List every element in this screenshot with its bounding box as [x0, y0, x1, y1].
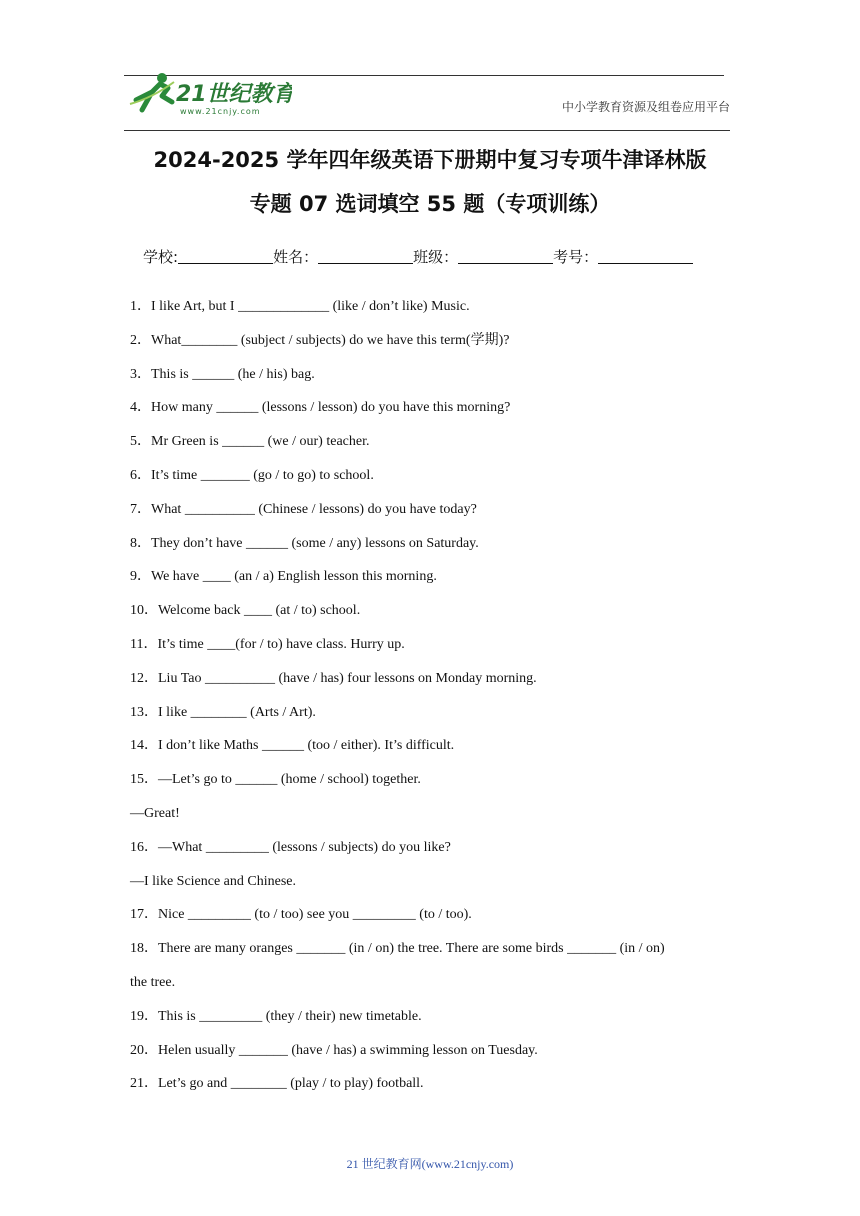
question-item: 10．Welcome back ____ (at / to) school. [130, 603, 361, 619]
site-logo [122, 70, 292, 120]
question-item: 4．How many ______ (lessons / lesson) do you have this morning? [130, 400, 511, 416]
number-label: 考号： [553, 248, 599, 266]
class-label: 班级： [413, 248, 459, 266]
question-item: 6．It’s time _______ (go / to go) to school. [130, 467, 374, 483]
name-blank[interactable] [318, 249, 413, 264]
question-item: 14．I don’t like Maths ______ (too / either). It’s difficult. [130, 738, 455, 754]
question-item: 18．There are many oranges _______ (in / on) the tree. There are some birds _______ (in / on) [130, 941, 665, 957]
svg-text:www.21cnjy.com: www.21cnjy.com [180, 107, 261, 116]
name-label: 姓名： [273, 248, 319, 266]
question-item: 20．Helen usually _______ (have / has) a swimming lesson on Tuesday. [130, 1042, 538, 1058]
question-item: 16．—What _________ (lessons / subjects) do you like? [130, 839, 451, 855]
answer-line: —Great! [130, 805, 180, 821]
platform-name: 中小学教育资源及组卷应用平台 [561, 100, 730, 114]
question-item: 12．Liu Tao __________ (have / has) four lessons on Monday morning. [130, 670, 537, 686]
worksheet-subtitle: 专题 07 选词填空 55 题（专项训练） [249, 192, 611, 216]
school-blank[interactable] [178, 249, 273, 264]
question-item: 15．—Let’s go to ______ (home / school) together. [130, 772, 421, 788]
question-item: 5．Mr Green is ______ (we / our) teacher. [130, 434, 370, 450]
answer-line: —I like Science and Chinese. [130, 873, 297, 889]
question-item: 8．They don’t have ______ (some / any) lessons on Saturday. [130, 535, 479, 551]
question-item: 1．I like Art, but I _____________ (like / don’t like) Music. [130, 299, 470, 314]
class-blank[interactable] [458, 249, 553, 264]
question-item: 3．This is ______ (he / his) bag. [130, 366, 315, 382]
question-item: 7．What __________ (Chinese / lessons) do you have today? [130, 501, 477, 517]
student-info-line [143, 246, 693, 267]
question-item: 11．It’s time ____(for / to) have class. Hurry up. [130, 636, 405, 652]
footer-link[interactable]: 21 世纪教育网(www.21cnjy.com) [346, 1157, 514, 1171]
question-item: 9．We have ____ (an / a) English lesson this morning. [130, 569, 437, 585]
question-list [130, 296, 730, 1107]
question-item: 19．This is _________ (they / their) new timetable. [130, 1008, 422, 1024]
school-label: 学校: [143, 248, 179, 266]
question-continuation: the tree. [130, 974, 176, 990]
question-item: 2．What________ (subject / subjects) do we have this term(学期)? [130, 332, 510, 348]
question-item: 17．Nice _________ (to / too) see you _________ (to / too). [130, 907, 472, 923]
number-blank[interactable] [598, 249, 693, 264]
svg-text:21世纪教育: 21世纪教育 [176, 82, 292, 107]
worksheet-title: 2024-2025 学年四年级英语下册期中复习专项牛津译林版 [153, 148, 707, 172]
header-rule-bottom [124, 130, 730, 131]
question-item: 21．Let’s go and ________ (play / to play) football. [130, 1076, 424, 1092]
question-item: 13．I like ________ (Arts / Art). [130, 704, 316, 720]
